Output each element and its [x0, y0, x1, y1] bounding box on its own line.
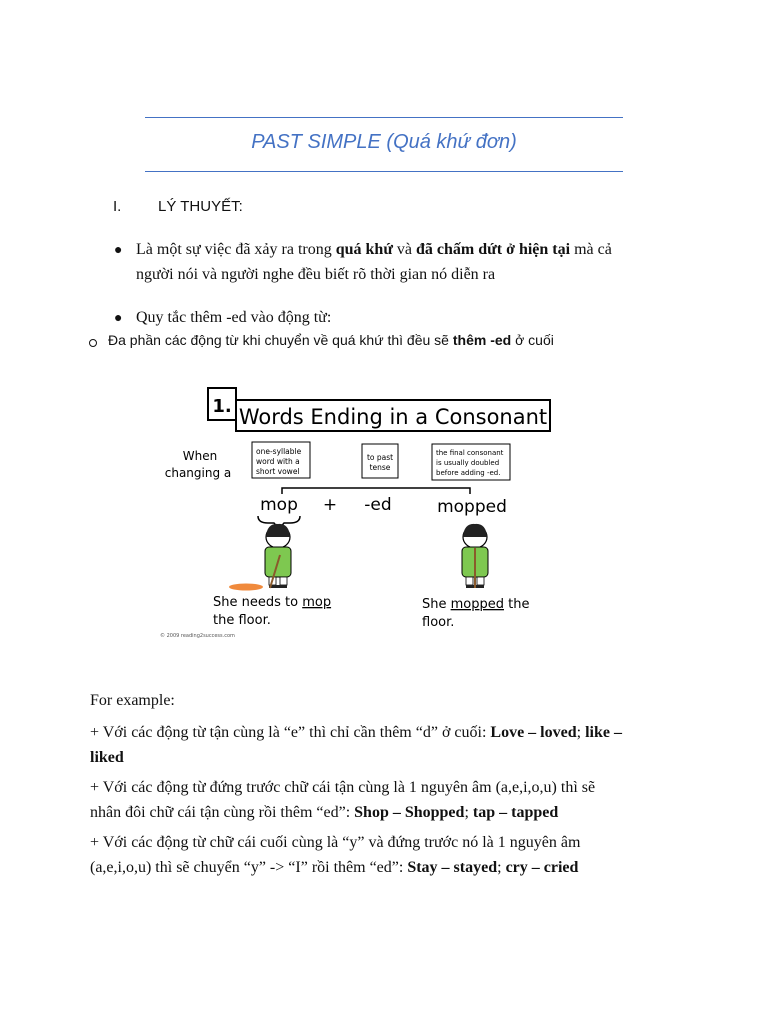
sub-bullet-bold: thêm -ed: [452, 332, 512, 348]
bold-text: Stay – stayed: [407, 859, 498, 876]
text: Là một sự việc đã xảy ra trong: [136, 241, 336, 258]
title-rule-top: [145, 117, 623, 118]
plus-sign: +: [322, 495, 338, 515]
bullet-icon: ●: [114, 243, 123, 258]
box1-line-1: one-syllable: [256, 447, 302, 456]
text: mà cả: [570, 241, 612, 258]
caption-left-line-2: the floor.: [213, 613, 271, 628]
box1-line-2: word with a: [256, 457, 300, 466]
definition-line-1: [136, 237, 612, 262]
example-heading: For example:: [90, 692, 175, 709]
word-suffix: -ed: [364, 495, 392, 515]
box3-line-3: before adding -ed.: [436, 469, 501, 477]
title-rule-bottom: [145, 171, 623, 172]
text: ;: [464, 804, 473, 821]
example-1-line-1: [90, 720, 622, 745]
text: + Với các động từ tận cùng là “e” thì chỉ cần thêm “d” ở cuối:: [90, 724, 491, 741]
box2-line-1: to past: [366, 453, 394, 462]
box1-line-3: short vowel: [256, 467, 300, 476]
section-label: LÝ THUYẾT:: [158, 198, 243, 215]
girl-mopping-illustration: [229, 524, 291, 591]
box2-line-2: tense: [369, 463, 391, 472]
caption-right-text: She: [422, 597, 451, 612]
figure-number: 1.: [212, 396, 232, 417]
bold-text: quá khứ: [335, 241, 393, 258]
girl-mopped-illustration: [462, 524, 488, 588]
caption-left-text: She needs to: [213, 595, 303, 610]
caption-right-end: the: [504, 597, 530, 612]
sub-bullet-end: ở cuối: [511, 332, 554, 348]
word-result: mopped: [437, 497, 507, 517]
when-line-2: changing a: [164, 466, 232, 480]
box3-line-1: the final consonant: [436, 449, 504, 457]
when-line-1: When: [182, 449, 218, 463]
caption-right-line-1: [422, 597, 529, 612]
bold-text: Shop – Shopped: [354, 804, 465, 821]
definition-line-2: người nói và người nghe đều biết rõ thời gian nó diễn ra: [136, 266, 496, 283]
text: + Với các động từ chữ cái cuối cùng là “y” và đứng trước nó là 1 nguyên âm: [90, 834, 581, 851]
bold-text: liked: [90, 749, 124, 766]
text: nhân đôi chữ cái tận cùng rồi thêm “ed”:: [90, 804, 355, 821]
text: ;: [576, 724, 586, 741]
bold-text: cry – cried: [505, 859, 579, 876]
example-2-line-2: [90, 800, 595, 825]
bold-text: Love – loved: [490, 724, 577, 741]
example-2: [90, 775, 595, 825]
caption-right-verb: mopped: [450, 597, 504, 612]
bold-text: đã chấm dứt ở hiện tại: [416, 241, 571, 258]
section-number: I.: [113, 198, 122, 215]
sub-bullet-text: Đa phần các động từ khi chuyển về quá khứ thì đều sẽ: [108, 332, 453, 348]
bold-text: like –: [585, 724, 622, 741]
text: (a,e,i,o,u) thì sẽ chuyển “y” -> “I” rồi thêm “ed”:: [90, 859, 408, 876]
figure-consonant-rule: [150, 380, 560, 645]
example-1: [90, 720, 622, 770]
bullet-icon: ●: [114, 311, 123, 326]
page-title: PAST SIMPLE (Quá khứ đơn): [251, 131, 517, 153]
bracket-line: [282, 488, 470, 494]
word-base: mop: [260, 495, 298, 515]
hollow-bullet-icon: [89, 339, 97, 347]
example-3-line-1: [90, 830, 580, 855]
sub-bullet: [108, 328, 554, 353]
text: + Với các động từ đứng trước chữ cái tận cùng là 1 nguyên âm (a,e,i,o,u) thì sẽ: [90, 779, 596, 796]
caption-left-verb: mop: [302, 595, 332, 610]
bullet-rule: Quy tắc thêm -ed vào động từ:: [136, 309, 332, 326]
text: và: [392, 241, 417, 258]
figure-title: Words Ending in a Consonant: [238, 405, 548, 429]
box3-line-2: is usually doubled: [436, 459, 500, 467]
caption-left-line-1: [213, 595, 331, 610]
example-2-line-1: [90, 775, 595, 800]
example-3: [90, 830, 580, 880]
example-1-line-2: [90, 745, 622, 770]
example-3-line-2: [90, 855, 580, 880]
section-heading: [113, 198, 243, 215]
text: ;: [497, 859, 506, 876]
bold-text: tap – tapped: [472, 804, 559, 821]
figure-copyright: © 2009 reading2success.com: [160, 633, 235, 639]
caption-right-line-2: floor.: [422, 615, 455, 630]
bullet-definition: [136, 237, 612, 287]
